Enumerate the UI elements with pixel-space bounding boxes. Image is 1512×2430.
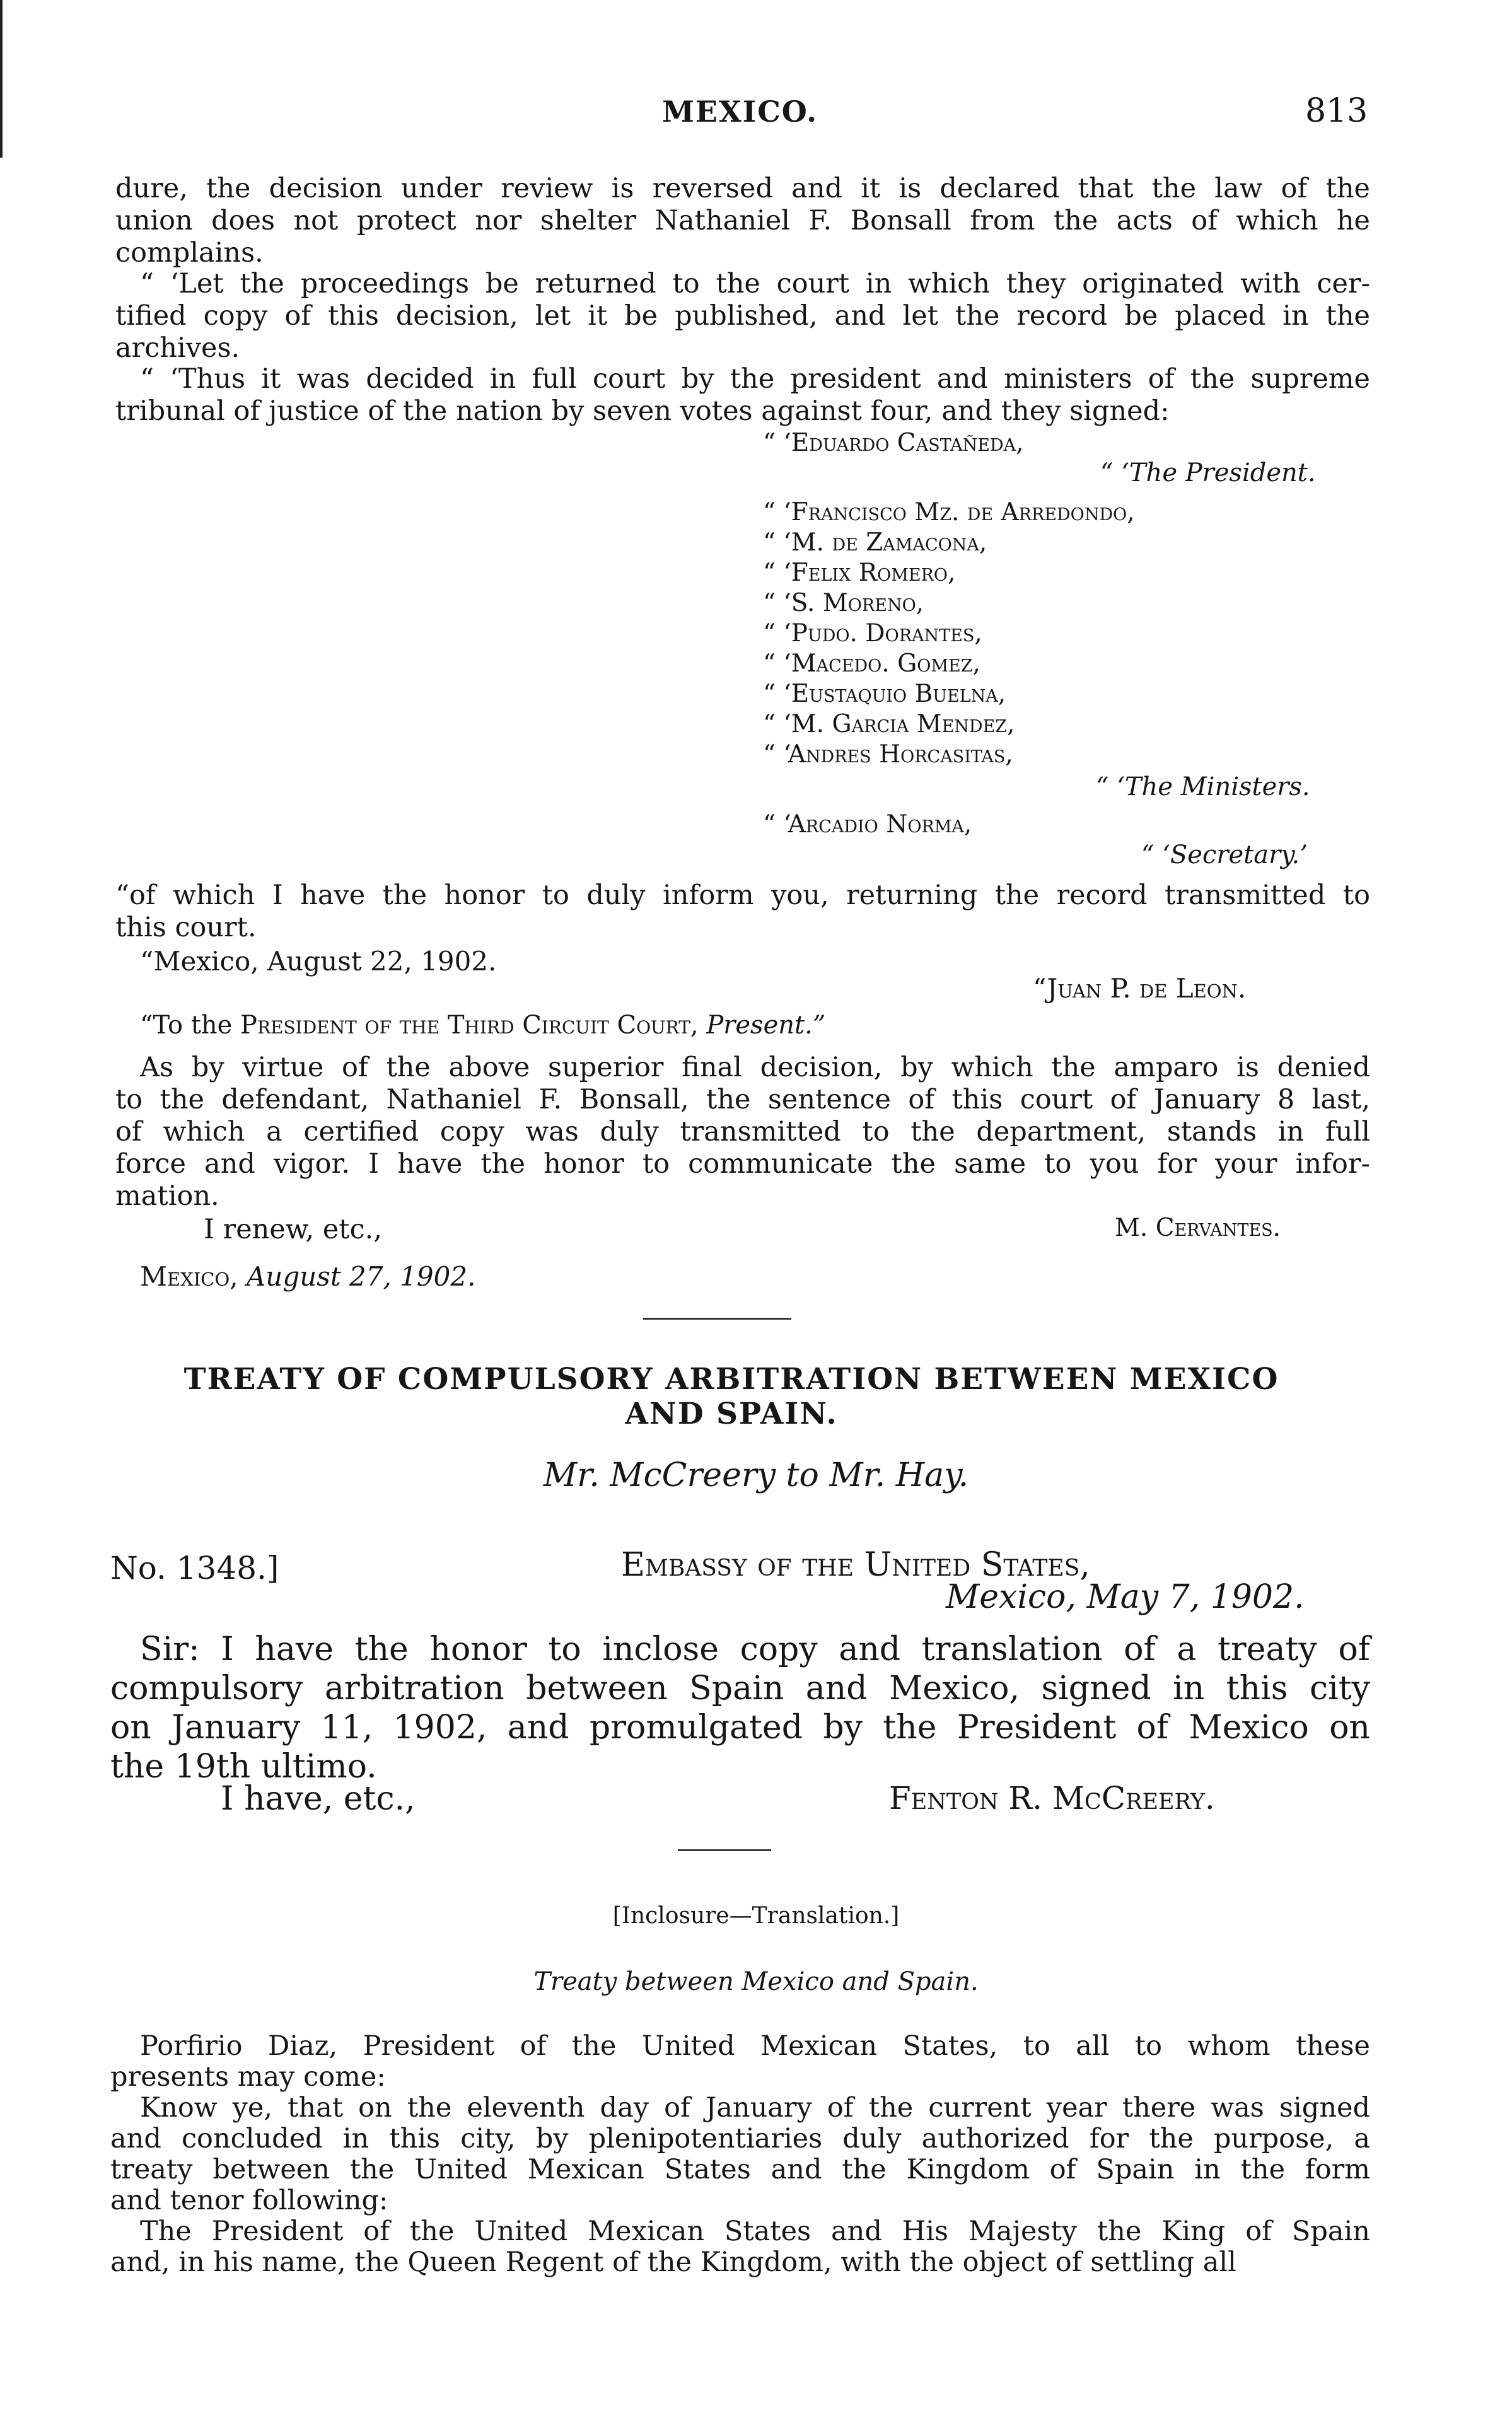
letter-title: Mr. McCreery to Mr. Hay. [543, 1456, 969, 1494]
text-line: the 19th ultimo. [110, 1748, 377, 1786]
signer-cervantes: M. Cervantes. [1115, 1214, 1281, 1242]
signature-minister: “ ‘Felix Romero, [763, 559, 956, 587]
text-line: “ ‘Thus it was decided in full court by the president and ministers of the supreme [140, 363, 1370, 395]
section-heading: TREATY OF COMPULSORY ARBITRATION BETWEEN MEXICO [183, 1362, 1279, 1397]
text-line: tified copy of this decision, let it be published, and let the record be placed in the [115, 300, 1370, 332]
title-ministers: “ ‘The Ministers. [1096, 772, 1310, 801]
text-line: Know ye, that on the eleventh day of January of the current year there was signed [140, 2092, 1370, 2124]
text-line: dure, the decision under review is reversed and it is declared that the law of the [115, 173, 1370, 204]
addressee-line [140, 1011, 825, 1040]
signature-minister: “ ‘Macedo. Gomez, [763, 649, 980, 678]
paragraph-proceedings [115, 268, 1370, 364]
paragraph-inform [115, 880, 1370, 944]
text-line: “ ‘Let the proceedings be returned to the court in which they originated with cer- [140, 268, 1370, 299]
addressee-prefix: “To the [140, 1011, 241, 1040]
section-divider [678, 1849, 771, 1851]
text-line: tribunal of justice of the nation by seven votes against four, and they signed: [115, 395, 1170, 427]
dispatch-number: No. 1348.] [110, 1550, 279, 1586]
running-title: MEXICO. [662, 95, 818, 129]
paragraph-decided [115, 363, 1370, 427]
date: August 27, 1902. [246, 1261, 476, 1292]
paragraph-president-king [110, 2216, 1370, 2278]
text-line: presents may come: [110, 2061, 386, 2093]
text-line: “of which I have the honor to duly inform you, returning the record transmitted to [115, 880, 1370, 911]
text-line: and tenor following: [110, 2185, 388, 2216]
text-line: this court. [115, 912, 257, 943]
text-line: Sir: I have the honor to inclose copy and translation of a treaty of [140, 1631, 1370, 1668]
signature-minister: “ ‘Andres Horcasitas, [763, 740, 1013, 769]
text-line: and, in his name, the Queen Regent of the Kingdom, with the object of settling all [110, 2247, 1236, 2278]
scan-edge-mark [0, 0, 3, 158]
signature-minister: “ ‘M. Garcia Mendez, [763, 710, 1015, 738]
paragraph-know-ye [110, 2092, 1370, 2216]
signature-minister: “ ‘Eustaquio Buelna, [763, 680, 1006, 708]
section-heading-cont: AND SPAIN. [625, 1397, 838, 1431]
place-date [140, 1261, 475, 1292]
paragraph-mccreery [110, 1630, 1370, 1786]
signature-minister: “ ‘S. Moreno, [763, 589, 924, 617]
text-line: on January 11, 1902, and promulgated by the President of Mexico on [110, 1709, 1370, 1747]
signature-secretary: “ ‘Arcadio Norma, [763, 810, 972, 839]
text-line: compulsory arbitration between Spain and Mexico, signed in this city [110, 1670, 1370, 1707]
renew-line: I renew, etc., [204, 1214, 382, 1245]
paragraph-final-decision [115, 1052, 1370, 1212]
text-line: mation. [115, 1180, 219, 1212]
addressee-court: President of the Third Circuit Court, [240, 1011, 707, 1040]
text-line: As by virtue of the above superior final decision, by which the amparo is denied [140, 1052, 1370, 1083]
title-secretary: “ ‘Secretary.’ [1141, 840, 1308, 869]
date-line: “Mexico, August 22, 1902. [140, 946, 497, 977]
treaty-title: Treaty between Mexico and Spain. [533, 1967, 979, 1996]
section-divider [643, 1318, 791, 1320]
text-line: complains. [115, 237, 264, 269]
text-line: The President of the United Mexican States and His Majesty the King of Spain [140, 2216, 1370, 2247]
signature-minister: “ ‘M. de Zamacona, [763, 528, 987, 557]
text-line: force and vigor. I have the honor to communicate the same to you for your infor- [115, 1148, 1370, 1180]
text-line: and concluded in this city, by plenipotentiaries duly authorized for the purpose, a [110, 2123, 1370, 2154]
signature-president: “ ‘Eduardo Castañeda, [763, 429, 1024, 457]
place: Mexico, [140, 1261, 247, 1292]
signature-minister: “ ‘Pudo. Dorantes, [763, 619, 982, 648]
text-line: union does not protect nor shelter Nathaniel F. Bonsall from the acts of which he [115, 205, 1370, 236]
embassy-line: Embassy of the United States, [621, 1546, 1090, 1584]
signature-minister: “ ‘Francisco Mz. de Arredondo, [763, 498, 1135, 526]
text-line: treaty between the United Mexican States and the Kingdom of Spain in the form [110, 2154, 1370, 2185]
text-line: Porfirio Diaz, President of the United Mexican States, to all to whom these [140, 2030, 1370, 2062]
paragraph-porfirio [110, 2030, 1370, 2093]
signer-mccreery: Fenton R. McCreery. [889, 1780, 1215, 1817]
title-president: “ ‘The President. [1100, 458, 1316, 487]
inclosure-label: [Inclosure—Translation.] [612, 1903, 900, 1929]
signer-de-leon: “Juan P. de Leon. [1033, 973, 1247, 1004]
paragraph-decision [115, 173, 1370, 269]
addressee-present: Present.” [706, 1011, 826, 1040]
page-number: 813 [1305, 92, 1368, 130]
have-etc: I have, etc., [221, 1780, 416, 1818]
text-line: to the defendant, Nathaniel F. Bonsall, the sentence of this court of January 8 last, [115, 1084, 1370, 1115]
text-line: archives. [115, 332, 240, 364]
embassy-date: Mexico, May 7, 1902. [946, 1578, 1305, 1616]
text-line: of which a certified copy was duly transmitted to the department, stands in full [115, 1116, 1370, 1148]
